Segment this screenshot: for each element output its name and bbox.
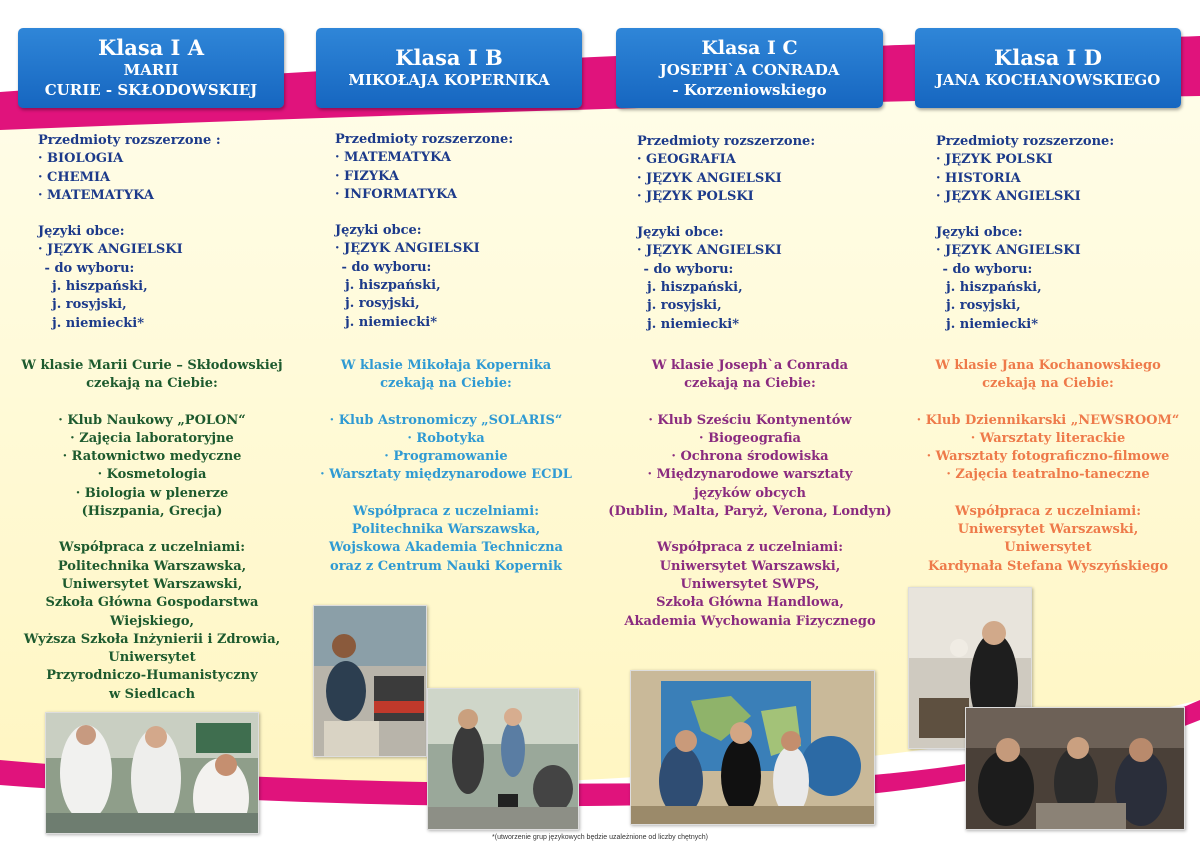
class-title: Klasa I A bbox=[97, 35, 204, 60]
offer-item: · Programowanie bbox=[384, 449, 508, 465]
class-patron-line: - Korzeniowskiego bbox=[672, 81, 827, 99]
class-patron-line: MARII bbox=[123, 61, 179, 79]
language-option: j. hiszpański, bbox=[647, 280, 743, 296]
cooperation-label: Współpraca z uczelniami: bbox=[352, 503, 540, 519]
class-1d-header bbox=[915, 28, 1181, 108]
cooperation-item: Uniwersytet Warszawski, bbox=[957, 522, 1139, 538]
language-item: · JĘZYK ANGIELSKI bbox=[936, 243, 1081, 259]
offer-item: · Klub Astronomiczy „SOLARIS“ bbox=[329, 412, 563, 428]
class-patron-line: JOSEPH`A CONRADA bbox=[659, 61, 840, 79]
language-item: - do wyboru: bbox=[639, 261, 734, 277]
language-option: j. hiszpański, bbox=[946, 280, 1042, 296]
class-patron-line: JANA KOCHANOWSKIEGO bbox=[935, 71, 1161, 89]
language-item: - do wyboru: bbox=[938, 261, 1033, 277]
subjects-block bbox=[335, 131, 513, 332]
class-1a-header bbox=[18, 28, 284, 108]
offer-intro: W klasie Mikołaja Kopernika bbox=[340, 358, 552, 373]
language-option: j. hiszpański, bbox=[345, 278, 441, 294]
subject-item: · JĘZYK ANGIELSKI bbox=[936, 188, 1081, 204]
offer-intro: W klasie Marii Curie – Skłodowskiej bbox=[21, 358, 283, 373]
offer-item: · Robotyka bbox=[407, 430, 485, 446]
cooperation-item: Uniwersytet bbox=[108, 650, 196, 666]
cooperation-item: oraz z Centrum Nauki Kopernik bbox=[330, 558, 562, 574]
offer-item: (Hiszpania, Grecja) bbox=[81, 504, 223, 520]
subjects-label: Przedmioty rozszerzone : bbox=[38, 133, 221, 148]
language-option: j. niemiecki* bbox=[345, 314, 438, 330]
subject-item: · JĘZYK ANGIELSKI bbox=[637, 170, 782, 186]
offer-intro: czekają na Ciebie: bbox=[380, 376, 512, 392]
language-item: - do wyboru: bbox=[40, 260, 135, 276]
offer-intro: czekają na Ciebie: bbox=[684, 376, 816, 392]
cooperation-item: Uniwersytet SWPS, bbox=[680, 576, 820, 592]
offer-item: · Biologia w plenerze bbox=[75, 485, 229, 501]
offer-intro: W klasie Joseph`a Conrada bbox=[651, 358, 849, 373]
language-option: j. hiszpański, bbox=[52, 279, 148, 295]
cooperation-label: Współpraca z uczelniami: bbox=[656, 540, 844, 556]
languages-label: Języki obce: bbox=[38, 224, 125, 240]
class-patron-line: MIKOŁAJA KOPERNIKA bbox=[348, 71, 550, 89]
cooperation-item: Szkoła Główna Handlowa, bbox=[656, 595, 844, 611]
photo-robot-demo bbox=[427, 688, 579, 830]
subject-item: · JĘZYK POLSKI bbox=[637, 188, 754, 204]
class-title: Klasa I B bbox=[395, 45, 503, 70]
language-item: - do wyboru: bbox=[337, 259, 432, 275]
offer-item: · Klub Naukowy „POLON“ bbox=[58, 412, 246, 428]
cooperation-item: Politechnika Warszawska, bbox=[57, 558, 247, 574]
photo-robotics-workshop bbox=[313, 605, 427, 757]
offer-block bbox=[0, 357, 304, 704]
subject-item: · FIZYKA bbox=[335, 168, 399, 184]
offer-block bbox=[590, 357, 910, 631]
subjects-label: Przedmioty rozszerzone: bbox=[637, 134, 816, 149]
languages-label: Języki obce: bbox=[335, 223, 422, 239]
cooperation-item: Uniwersytet Warszawski, bbox=[659, 558, 841, 574]
cooperation-item: Kardynała Stefana Wyszyńskiego bbox=[928, 558, 1168, 574]
offer-item: (Dublin, Malta, Paryż, Verona, Londyn) bbox=[608, 504, 892, 520]
languages-label: Języki obce: bbox=[637, 225, 724, 241]
class-title: Klasa I C bbox=[701, 37, 798, 59]
offer-item: · Międzynarodowe warsztaty bbox=[647, 467, 853, 483]
subject-item: · INFORMATYKA bbox=[335, 186, 457, 202]
subject-item: · JĘZYK POLSKI bbox=[936, 152, 1053, 168]
class-1c-header bbox=[616, 28, 883, 108]
language-option: j. niemiecki* bbox=[52, 315, 145, 331]
offer-item: języków obcych bbox=[694, 485, 806, 501]
subjects-block bbox=[637, 133, 815, 334]
cooperation-item: Uniwersytet bbox=[1004, 540, 1092, 556]
cooperation-label: Współpraca z uczelniami: bbox=[58, 540, 246, 556]
class-1c-column bbox=[600, 0, 900, 856]
offer-item: · Ochrona środowiska bbox=[671, 449, 829, 465]
subjects-label: Przedmioty rozszerzone: bbox=[936, 134, 1115, 149]
class-1b-column bbox=[300, 0, 600, 856]
cooperation-item: Wiejskiego, bbox=[109, 613, 195, 629]
subjects-block bbox=[936, 133, 1114, 334]
language-item: · JĘZYK ANGIELSKI bbox=[637, 243, 782, 259]
cooperation-item: Szkoła Główna Gospodarstwa bbox=[45, 595, 259, 611]
language-option: j. niemiecki* bbox=[647, 316, 740, 332]
footnote: *(utworzenie grup językowych będzie uzależnione od liczby chętnych) bbox=[492, 834, 708, 841]
subjects-label: Przedmioty rozszerzone: bbox=[335, 132, 514, 147]
offer-block bbox=[898, 357, 1198, 576]
offer-block bbox=[300, 357, 592, 576]
languages-label: Języki obce: bbox=[936, 225, 1023, 241]
language-option: j. rosyjski, bbox=[647, 298, 722, 314]
class-1d-column bbox=[900, 0, 1200, 856]
subject-item: · GEOGRAFIA bbox=[637, 152, 736, 168]
offer-item: · Biogeografia bbox=[699, 430, 801, 446]
offer-item: · Klub Dziennikarski „NEWSROOM“ bbox=[916, 412, 1180, 428]
class-1b-header bbox=[316, 28, 582, 108]
class-title: Klasa I D bbox=[994, 45, 1102, 70]
cooperation-item: Politechnika Warszawska, bbox=[351, 522, 541, 538]
language-option: j. rosyjski, bbox=[345, 296, 420, 312]
offer-item: · Warsztaty międzynarodowe ECDL bbox=[320, 467, 572, 483]
offer-item: · Zajęcia laboratoryjne bbox=[70, 430, 234, 446]
photo-radio-studio bbox=[965, 707, 1185, 830]
cooperation-item: Akademia Wychowania Fizycznego bbox=[624, 613, 876, 629]
subject-item: · CHEMIA bbox=[38, 169, 111, 185]
photo-laboratory bbox=[45, 712, 259, 834]
offer-intro: czekają na Ciebie: bbox=[982, 376, 1114, 392]
offer-item: · Klub Sześciu Kontynentów bbox=[648, 412, 852, 428]
offer-item: · Ratownictwo medyczne bbox=[62, 449, 242, 465]
offer-intro: W klasie Jana Kochanowskiego bbox=[935, 358, 1161, 373]
cooperation-item: w Siedlcach bbox=[108, 686, 196, 702]
cooperation-item: Wyższa Szkoła Inżynierii i Zdrowia, bbox=[23, 631, 281, 647]
cooperation-item: Uniwersytet Warszawski, bbox=[61, 576, 243, 592]
subject-item: · MATEMATYKA bbox=[38, 187, 154, 203]
offer-item: · Kosmetologia bbox=[97, 467, 207, 483]
language-option: j. rosyjski, bbox=[946, 298, 1021, 314]
subject-item: · HISTORIA bbox=[936, 170, 1021, 186]
cooperation-label: Współpraca z uczelniami: bbox=[954, 503, 1142, 519]
subject-item: · BIOLOGIA bbox=[38, 151, 124, 167]
language-item: · JĘZYK ANGIELSKI bbox=[335, 241, 480, 257]
photo-geography-class bbox=[630, 670, 875, 825]
class-1a-column bbox=[0, 0, 300, 856]
language-option: j. niemiecki* bbox=[946, 316, 1039, 332]
offer-item: · Zajęcia teatralno-taneczne bbox=[946, 467, 1150, 483]
offer-intro: czekają na Ciebie: bbox=[86, 376, 218, 392]
subjects-block bbox=[38, 132, 221, 333]
offer-item: · Warsztaty fotograficzno-filmowe bbox=[926, 449, 1170, 465]
subject-item: · MATEMATYKA bbox=[335, 150, 451, 166]
cooperation-item: Przyrodniczo-Humanistyczny bbox=[46, 668, 258, 684]
cooperation-item: Wojskowa Akademia Techniczna bbox=[329, 540, 563, 556]
offer-item: · Warsztaty literackie bbox=[970, 430, 1126, 446]
language-item: · JĘZYK ANGIELSKI bbox=[38, 242, 183, 258]
class-patron-line: CURIE - SKŁODOWSKIEJ bbox=[44, 81, 258, 99]
language-option: j. rosyjski, bbox=[52, 297, 127, 313]
